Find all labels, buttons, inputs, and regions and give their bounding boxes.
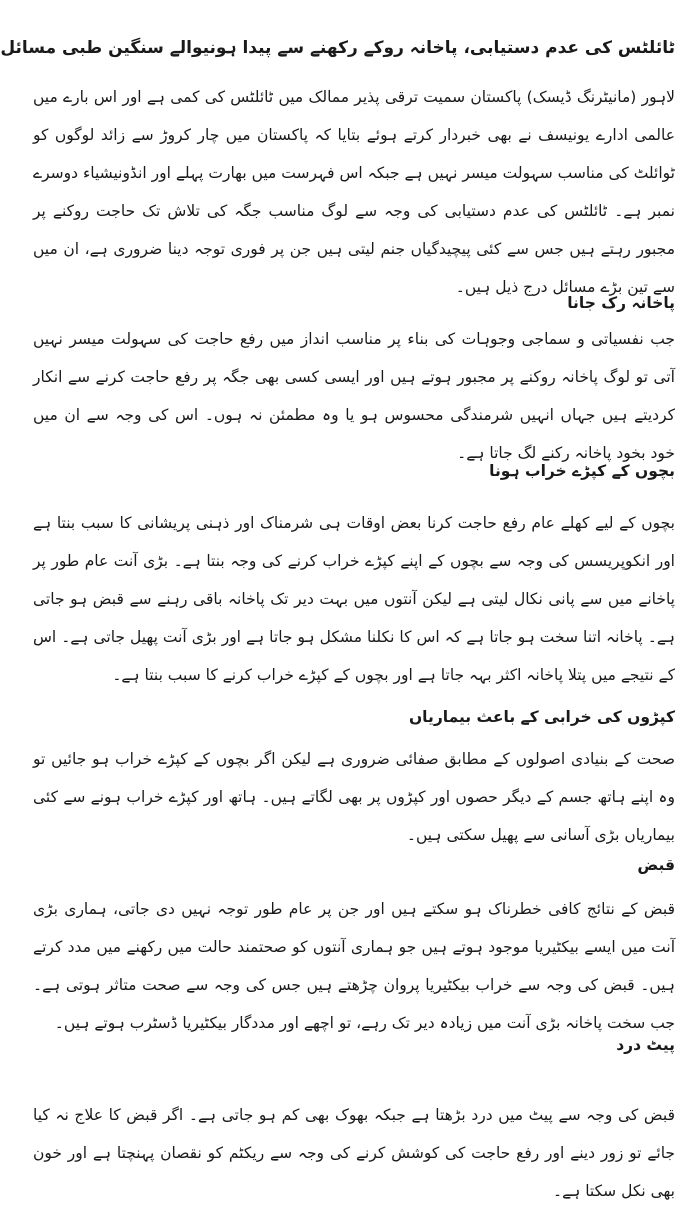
section-heading-constipation: قبض [637, 856, 675, 874]
section-heading-stool-retention: پاخانہ رک جانا [567, 294, 675, 312]
section-heading-diseases: کپڑوں کی خرابی کے باعث بیماریاں [408, 708, 675, 726]
section-heading-stomach-pain: پیٹ درد [616, 1036, 675, 1054]
section-body-diseases: صحت کے بنیادی اصولوں کے مطابق صفائی ضروری ہے لیکن اگر بچوں کے کپڑے خراب ہو جائیں تو وہ اپنے ہاتھ جسم کے دیگر حصوں اور کپڑوں پر بھی لگاتے ہیں۔ ہاتھ اور کپڑے خراب ہونے سے کئی بیماریاں بڑی آسانی سے پھیل سکتی ہیں۔ [33, 750, 675, 844]
intro-paragraph: لاہور (مانیٹرنگ ڈیسک) پاکستان سمیت ترقی پذیر ممالک میں ٹائلٹس کی کمی ہے اور اس بارے میں عالمی ادارے یونیسف نے بھی خبردار کرتے ہوئے بتایا کہ پاکستان میں چار کروڑ سے زائد لوگوں کو ٹوائلٹ کی مناسب سہولت میسر نہیں ہے جبکہ اس فہرست میں بھارت پہلے اور انڈونیشیاء دوسرے نمبر ہے۔ ٹائلٹس کی عدم دستیابی کی وجہ سے لوگ مناسب جگہ کی تلاش تک حاجت روکنے پر مجبور رہتے ہیں جس سے کئی پیچیدگیاں جنم لیتی ہیں جن پر فوری توجہ دینا ضروری ہے، ان میں سے تین بڑے مسائل درج ذیل ہیں۔ [33, 88, 675, 296]
article-title: ٹائلٹس کی عدم دستیابی، پاخانہ روکے رکھنے سے پیدا ہونیوالے سنگین طبی مسائل [0, 38, 675, 59]
section-body-children-clothes: بچوں کے لیے کھلے عام رفع حاجت کرنا بعض اوقات ہی شرمناک اور ذہنی پریشانی کا سبب بنتا ہے اور انکوپریسس کی وجہ سے بچوں کے اپنے کپڑے خراب کرنے کی وجہ بنتا ہے۔ بڑی آنت عام طور پر پاخانے میں سے پانی نکال لیتی ہے لیکن آنتوں میں بہت دیر تک پاخانہ باقی رہنے سے قبض ہو جاتی ہے۔ پاخانہ اتنا سخت ہو جاتا ہے کہ اس کا نکلنا مشکل ہو جاتا ہے اور بڑی آنت پھیل جاتی ہے۔ اس کے نتیجے میں پتلا پاخانہ اکثر بہہ جاتا ہے اور بچوں کے کپڑے خراب کرنے کا سبب بنتا ہے۔ [33, 514, 675, 684]
section-body-stomach-pain: قبض کی وجہ سے پیٹ میں درد بڑھتا ہے جبکہ بھوک بھی کم ہو جاتی ہے۔ اگر قبض کا علاج نہ کیا جائے تو زور دینے اور رفع حاجت کی کوشش کرنے کی وجہ سے ریکٹم کو نقصان پہنچتا ہے اور خون بھی نکل سکتا ہے۔ [33, 1106, 675, 1200]
section-heading-children-clothes: بچوں کے کپڑے خراب ہونا [489, 462, 675, 480]
section-body-constipation: قبض کے نتائج کافی خطرناک ہو سکتے ہیں اور جن پر عام طور توجہ نہیں دی جاتی، ہماری بڑی آنت میں ایسے بیکٹیریا موجود ہوتے ہیں جو ہماری آنتوں کو صحتمند حالت میں رکھنے میں مدد کرتے ہیں۔ قبض کی وجہ سے خراب بیکٹیریا پروان چڑھتے ہیں جس کی وجہ سے صحت متاثر ہوتی ہے۔ جب سخت پاخانہ بڑی آنت میں زیادہ دیر تک رہے، تو اچھے اور مددگار بیکٹیریا ڈسٹرب ہوتے ہیں۔ [33, 900, 675, 1032]
section-body-stool-retention: جب نفسیاتی و سماجی وجوہات کی بناء پر مناسب انداز میں رفع حاجت کی سہولت میسر نہیں آتی تو لوگ پاخانہ روکنے پر مجبور ہوتے ہیں اور ایسی کسی بھی جگہ پر رفع حاجت کرنے سے انکار کردیتے ہیں جہاں انہیں شرمندگی محسوس ہو یا وہ مطمئن نہ ہوں۔ اس کی وجہ سے ان میں خود بخود پاخانہ رکنے لگ جاتا ہے۔ [33, 330, 675, 462]
